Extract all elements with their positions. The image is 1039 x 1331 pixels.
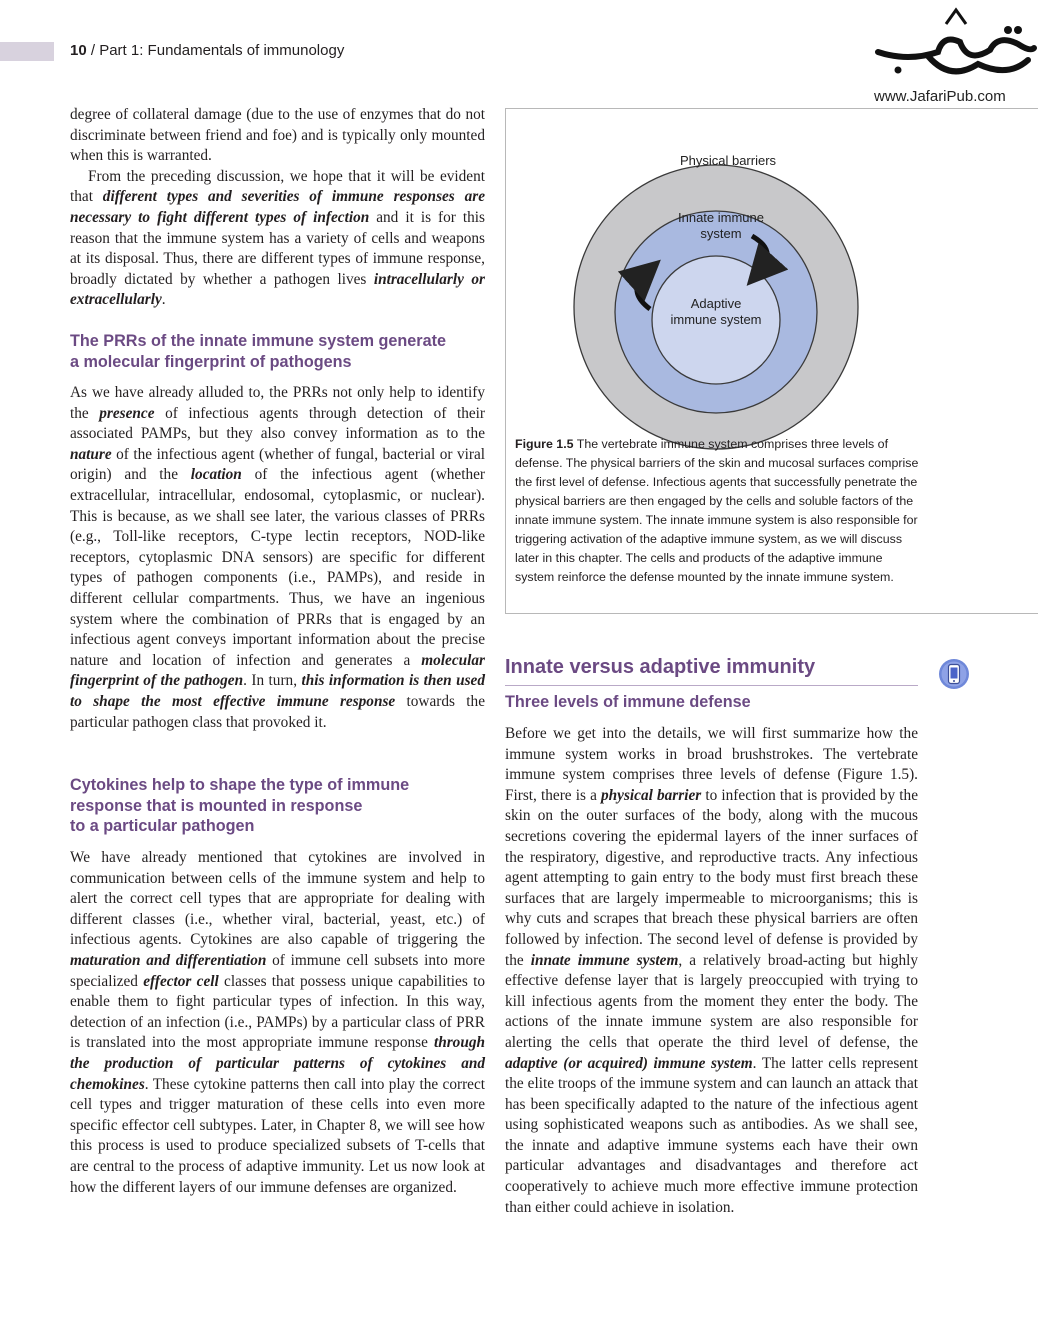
header-separator: / <box>90 42 96 59</box>
figure-caption <box>515 435 920 587</box>
paragraph: degree of collateral damage (due to the use of enzymes that do not discriminate between friend and foe) and is typically only mounted when this is warranted. <box>70 106 485 165</box>
section-heading-prr: The PRRs of the innate immune system generate a molecular fingerprint of pathogens <box>70 332 447 371</box>
title-rule <box>505 685 918 686</box>
running-header <box>70 42 344 59</box>
page-number: 10 <box>70 42 87 59</box>
subsection-heading-three-levels: Three levels of immune defense <box>505 693 751 711</box>
paragraph: As we have already alluded to, the PRRs not only help to identify the presence of infectious agents through detection of their associated PAMPs, but they also convey information as to the nature of the infectious agent (whether of fungal, bacterial or viral origin) and the location of the infectious agent (whether extracellular, intracellular, endosomal, cytoplasmic, or nuclear). This is because, as we shall see later, the various classes of PRRs (e.g., Toll-like receptors, C-type lectin receptors, NOD-like receptors, cytoplasmic DNA sensors) are specific for different types of pathogen components (i.e., PAMPs), and reside in different cellular compartments. Thus, we have an ingenious system where the combination of PRRs that is engaged by an infectious agent conveys important information about the precise nature and location of infection and generates a molecular fingerprint of the pathogen. In turn, this information is then used to shape the most effective immune response towards the particular pathogen class that provoked it. <box>70 384 486 731</box>
label-adaptive-1: Adaptive <box>690 296 742 311</box>
section-heading-cytokines: Cytokines help to shape the type of immune response that is mounted in response to a particular pathogen <box>70 776 410 836</box>
left-intro-text <box>70 105 485 311</box>
paragraph: From the preceding discussion, we hope that it will be evident that different types and severities of immune responses are necessary to fight different types of infection and it is for this reason that the immune system has a variety of cells and weapons at its disposal. Thus, there are different types of immune response, broadly dictated by whether a pathogen lives intracellularly or extracellularly. <box>70 167 485 309</box>
paragraph: We have already mentioned that cytokines are involved in communication between cells of the immune system and help to alert the correct cell types that are appropriate for dealing with different classes (i.e., whether viral, bacterial, yeast, etc.) of infectious agents. Cytokines are also capable of triggering the maturation and differentiation of immune cell subsets into more specialized effector cell classes that possess unique capabilities to enable them to fight particular types of infection. In this way, detection of an infection (i.e., PAMPs) by a particular class of PRR is translated into the most appropriate immune response through the production of particular patterns of cytokines and chemokines. These cytokine patterns then call into play the correct cell types and trigger maturation of these cells into even more specific effector cell subtypes. Later, in Chapter 8, we will see how this process is used to produce specialized subsets of T-cells that are central to the process of adaptive immunity. Let us now look at how the different layers of our immune defenses are organized. <box>70 849 485 1196</box>
label-adaptive-2: immune system <box>670 312 762 327</box>
label-physical-barriers: Physical barriers <box>679 153 777 168</box>
running-title: Part 1: Fundamentals of immunology <box>99 42 345 59</box>
mobile-device-icon[interactable] <box>938 658 970 690</box>
paragraph: Before we get into the details, we will first summarize how the immune system works in broad brushstrokes. The vertebrate immune system comprises three levels of defense (Figure 1.5). First, there is a physical barrier to infection that is provided by the skin on the outer surfaces of the body, along with the mucous secretions covering the epidermal layers of the inner surfaces of the respiratory, digestive, and reproductive tracts. Any infectious agent attempting to gain entry to the body must first breach these surfaces that are largely impermeable to microorganisms; this is why cuts and scrapes that breach these physical barriers are often followed by infection. The second level of defense is provided by the innate immune system, a relatively broad-acting but highly effective defense layer that is largely preoccupied with trying to kill infectious agents from the moment they enter the body. The actions of the innate immune system are also responsible for alerting the cells that operate the third level of defense, the adaptive (or acquired) immune system. The latter cells represent the elite troops of the immune system and can launch an attack that has been specifically adapted to the nature of the infectious agent using sophisticated weapons such as antibodies. As we shall see, the innate and adaptive immune systems each have their own particular advantages and disadvantages and therefore act cooperatively to achieve much more effective immune protection than either could achieve in isolation. <box>505 725 918 1216</box>
right-body-text <box>505 724 918 1218</box>
header-color-bar <box>0 42 54 61</box>
watermark-url: www.JafariPub.com <box>874 88 1006 105</box>
caption-label: Figure 1.5 <box>515 437 574 451</box>
left-prr-text <box>70 383 485 733</box>
chapter-section-title: Innate versus adaptive immunity <box>505 656 816 678</box>
caption-text: The vertebrate immune system comprises three levels of defense. The physical barriers of the skin and mucosal surfaces comprise the first level of defense. Infectious agents that successfully penetrate the physical barriers are then engaged by the cells and soluble factors of the innate immune system. The innate immune system is also responsible for triggering activation of the adaptive immune system, as we will discuss later in this chapter. The cells and products of the adaptive immune system reinforce the defense mounted by the innate immune system. <box>515 437 919 584</box>
label-innate-2: system <box>700 226 742 241</box>
left-cytokine-text <box>70 848 485 1198</box>
label-innate-1: Innate immune <box>678 210 764 225</box>
